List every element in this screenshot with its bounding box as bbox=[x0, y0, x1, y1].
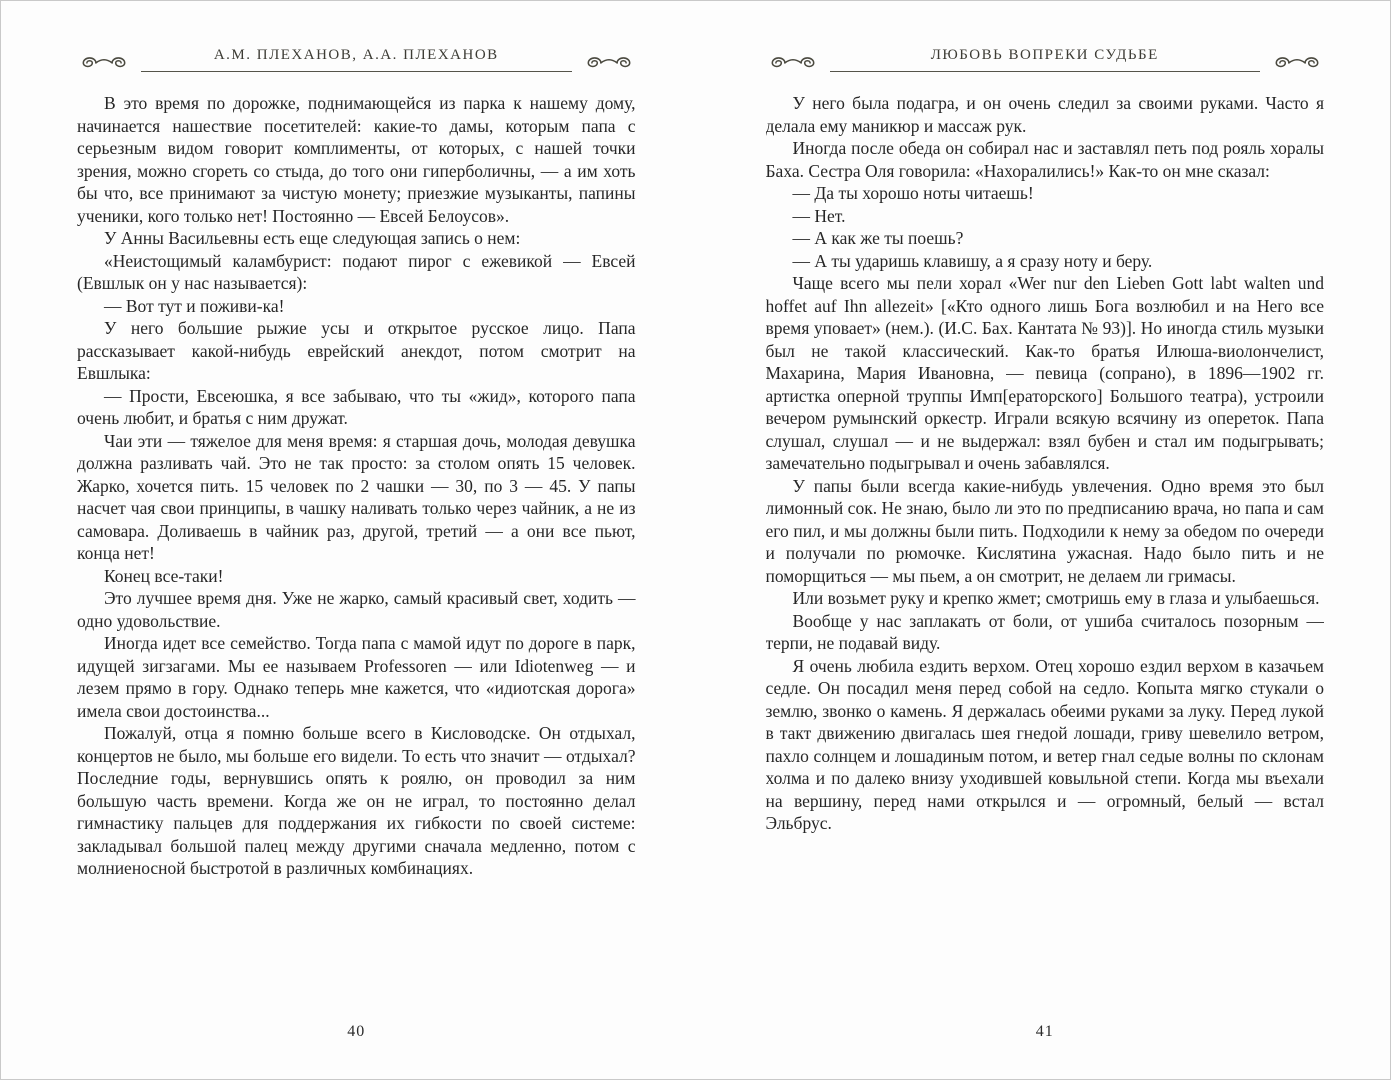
paragraph: Иногда после обеда он собирал нас и заставлял петь под рояль хоралы Баха. Сестра Оля говорила: «Нахоралились!» Как-то он мне сказал: bbox=[765, 138, 1324, 181]
paragraph: — А ты ударишь клавишу, а я сразу ноту и беру. bbox=[792, 250, 1153, 271]
paragraph: У Анны Васильевны есть еще следующая запись о нем: bbox=[104, 228, 521, 248]
paragraph: Я очень любила ездить верхом. Отец хорошо ездил верхом в казачьем седле. Он посадил меня перед собой на седло. Копыта мягко стукали о землю, звонко о камень. Я держалась обеими руками за луку. Перед лукой в такт движению двигалась шея гнедой лошади, гриву шевелило ветром, пахло солнцем и лошадиным потом, и ветер гнал седые волны по склонам холма и по далеко внизу уходившей ковыльной степи. Когда мы въехали на вершину, перед нами открылся и — огромный, белый — встал Эльбрус. bbox=[765, 655, 1324, 833]
paragraph: Чаи эти — тяжелое для меня время: я старшая дочь, молодая девушка должна разливать чай. Это не так просто: за столом опять 15 человек. Жарко, хочется пить. 15 человек по 2 чашки — 30, по 3 — 45. У папы насчет чая свои принципы, в чашку наливать только через чайник, а не из самовара. Доливаешь в чайник раз, другой, третий — а они все пьют, конца нет! bbox=[77, 430, 636, 563]
paragraph: Или возьмет руку и крепко жмет; смотришь ему в глаза и улыбаешься. bbox=[792, 588, 1320, 608]
paragraph: Конец все-таки! bbox=[104, 565, 224, 586]
page-right bbox=[696, 1, 1391, 1079]
paragraph: — Прости, Евсеюшка, я все забываю, что ты «жид», которого папа очень любит, и братья с ним дружат. bbox=[77, 385, 636, 428]
paragraph: У него большие рыжие усы и открытое русское лицо. Папа рассказывает какой-нибудь еврейский анекдот, потом смотрит на Евшлыка: bbox=[77, 318, 636, 383]
page-header-left bbox=[77, 47, 636, 72]
paragraph: «Неистощимый каламбурист: подают пирог с ежевикой — Евсей (Евшлык он у нас называется): bbox=[77, 250, 636, 293]
paragraph: — А как же ты поешь? bbox=[792, 228, 964, 248]
paragraph: В это время по дорожке, поднимающейся из парка к нашему дому, начинается нашествие посетителей: какие-то дамы, которым папа с серьезным видом говорит комплименты, от которых, с нашей точки зрения, можно сгореть со стыда, до того они гиперболичны, — а им хоть бы что, все принимают за чистую монету; приезжие музыканты, папины ученики, кого только нет! Постоянно — Евсей Белоусов». bbox=[77, 93, 636, 226]
page-header-right bbox=[766, 47, 1325, 72]
paragraph: Это лучшее время дня. Уже не жарко, самый красивый свет, ходить — одно удовольствие. bbox=[77, 588, 636, 631]
page-number: 41 bbox=[1035, 1023, 1054, 1040]
page-footer-right bbox=[766, 1015, 1325, 1041]
page-number: 40 bbox=[347, 1023, 366, 1040]
paragraph: Чаще всего мы пели хорал «Wer nur den Lieben Gott labt walten und hoffet auf Ihn allezeit» [«Кто одного лишь Бога возлюбил и на Него все время уповает» (нем.). (И.С. Бах. Кантата № 93)]. Но иногда стиль музыки был не такой классический. Как-то братья Илюша-виолончелист, Махарина, Мария Ивановна, — певица (сопрано), в 1896—1902 гг. артистка оперной труппы Имп[ераторского] Большого театра), устроили вечером румынский оркестр. Играли всякую всячину из опереток. Папа слушал, слушал — и не выдержал: взял бубен и стал им подыгрывать; замечательно подыгрывал и очень забавлялся. bbox=[765, 273, 1324, 473]
paragraph: — Нет. bbox=[792, 205, 846, 226]
paragraph: — Вот тут и поживи-ка! bbox=[104, 295, 285, 316]
paragraph: У него была подагра, и он очень следил за своими руками. Часто я делала ему маникюр и массаж рук. bbox=[765, 93, 1324, 136]
page-footer-left bbox=[77, 1015, 636, 1041]
paragraph: У папы были всегда какие-нибудь увлечения. Одно время это был лимонный сок. Не знаю, было ли это по предписанию врача, но папа и сам его пил, и мы должны были пить. Подходили к нему за обедом по очереди и получали по рюмочке. Кислятина ужасная. Надо было пить и не поморщиться — мы пьем, а он смотрит, не делаем ли гримасы. bbox=[765, 475, 1324, 586]
running-head-book-title: ЛЮБОВЬ ВОПРЕКИ СУДЬБЕ bbox=[830, 47, 1261, 72]
flourish-ornament-icon bbox=[766, 53, 820, 71]
paragraph: — Да ты хорошо ноты читаешь! bbox=[792, 183, 1034, 203]
paragraph: Иногда идет все семейство. Тогда папа с мамой идут по дороге в парк, идущей зигзагами. Мы ее называем Professoren — или Idiotenweg — и лезем прямо в гору. Однако теперь мне кажется, что «идиотская дорога» имела свои достоинства... bbox=[77, 633, 636, 721]
page-text-left bbox=[77, 92, 636, 1015]
flourish-ornament-icon bbox=[1270, 53, 1324, 71]
flourish-ornament-icon bbox=[77, 53, 131, 71]
paragraph: Пожалуй, отца я помню больше всего в Кисловодске. Он отдыхал, концертов не было, мы больше его видели. То есть что значит — отдыхал? Последние годы, вернувшись опять к роялю, он проводил за ним большую часть времени. Когда же он не играл, то постоянно делал гимнастику пальцев для поддержания их гибкости по своей системе: закладывал большой палец между другими сначала медленно, потом с молниеносной быстротой в различных комбинациях. bbox=[77, 723, 636, 878]
page-text-right bbox=[766, 92, 1325, 1015]
flourish-ornament-icon bbox=[582, 53, 636, 71]
running-head-authors: А.М. ПЛЕХАНОВ, А.А. ПЛЕХАНОВ bbox=[141, 47, 572, 72]
page-left bbox=[1, 1, 696, 1079]
paragraph: Вообще у нас заплакать от боли, от ушиба считалось позорным — терпи, не подавай виду. bbox=[765, 610, 1324, 653]
